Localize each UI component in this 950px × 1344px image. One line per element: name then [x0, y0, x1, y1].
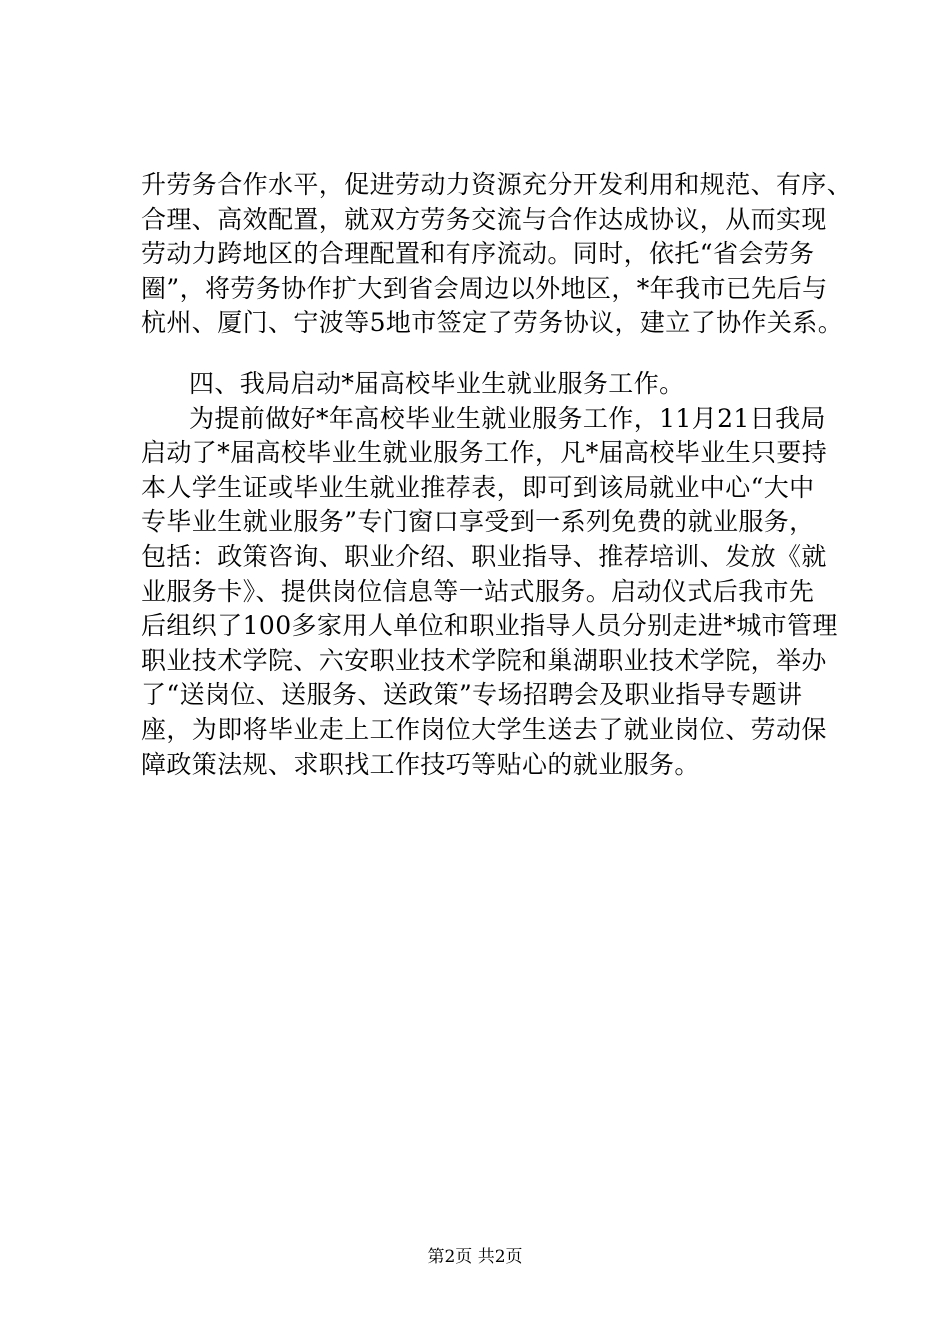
document-body	[141, 168, 853, 782]
text-line: 障政策法规、求职找工作技巧等贴心的就业服务。	[141, 749, 700, 779]
text-line: 业服务卡》、提供岗位信息等一站式服务。启动仪式后我市先	[141, 576, 815, 606]
text-line: 合理、高效配置，就双方劳务交流与合作达成协议，从而实现	[141, 204, 827, 234]
text-line: 后组织了100多家用人单位和职业指导人员分别走进*城市管理	[141, 611, 838, 641]
page-footer	[0, 1242, 950, 1267]
section-heading: 四、我局启动*届高校毕业生就业服务工作。	[189, 368, 685, 398]
paragraph-body	[141, 402, 838, 783]
text-line: 专毕业生就业服务”专门窗口享受到一系列免费的就业服务，	[141, 507, 815, 537]
text-line: 圈”，将劳务协作扩大到省会周边以外地区，*年我市已先后与	[141, 273, 828, 303]
text-line: 了“送岗位、送服务、送政策”专场招聘会及职业指导专题讲	[141, 680, 803, 710]
text-line: 座，为即将毕业走上工作岗位大学生送去了就业岗位、劳动保	[141, 714, 827, 744]
page-number-label: 第2页 共2页	[427, 1247, 523, 1267]
text-line: 杭州、厦门、宁波等5地市签定了劳务协议，建立了协作关系。	[141, 308, 844, 338]
text-line: 为提前做好*年高校毕业生就业服务工作，11月21日我局	[189, 403, 826, 433]
text-line: 本人学生证或毕业生就业推荐表，即可到该局就业中心“大中	[141, 472, 815, 502]
text-line: 启动了*届高校毕业生就业服务工作，凡*届高校毕业生只要持	[141, 438, 828, 468]
paragraph-spacer	[141, 341, 821, 367]
paragraph-continuation	[141, 168, 853, 341]
text-line: 职业技术学院、六安职业技术学院和巢湖职业技术学院，举办	[141, 645, 827, 675]
text-line: 升劳务合作水平，促进劳动力资源充分开发利用和规范、有序、	[141, 170, 853, 199]
text-line: 劳动力跨地区的合理配置和有序流动。同时，依托“省会劳务	[141, 239, 815, 269]
text-line: 包括：政策咨询、职业介绍、职业指导、推荐培训、发放《就	[141, 541, 827, 571]
